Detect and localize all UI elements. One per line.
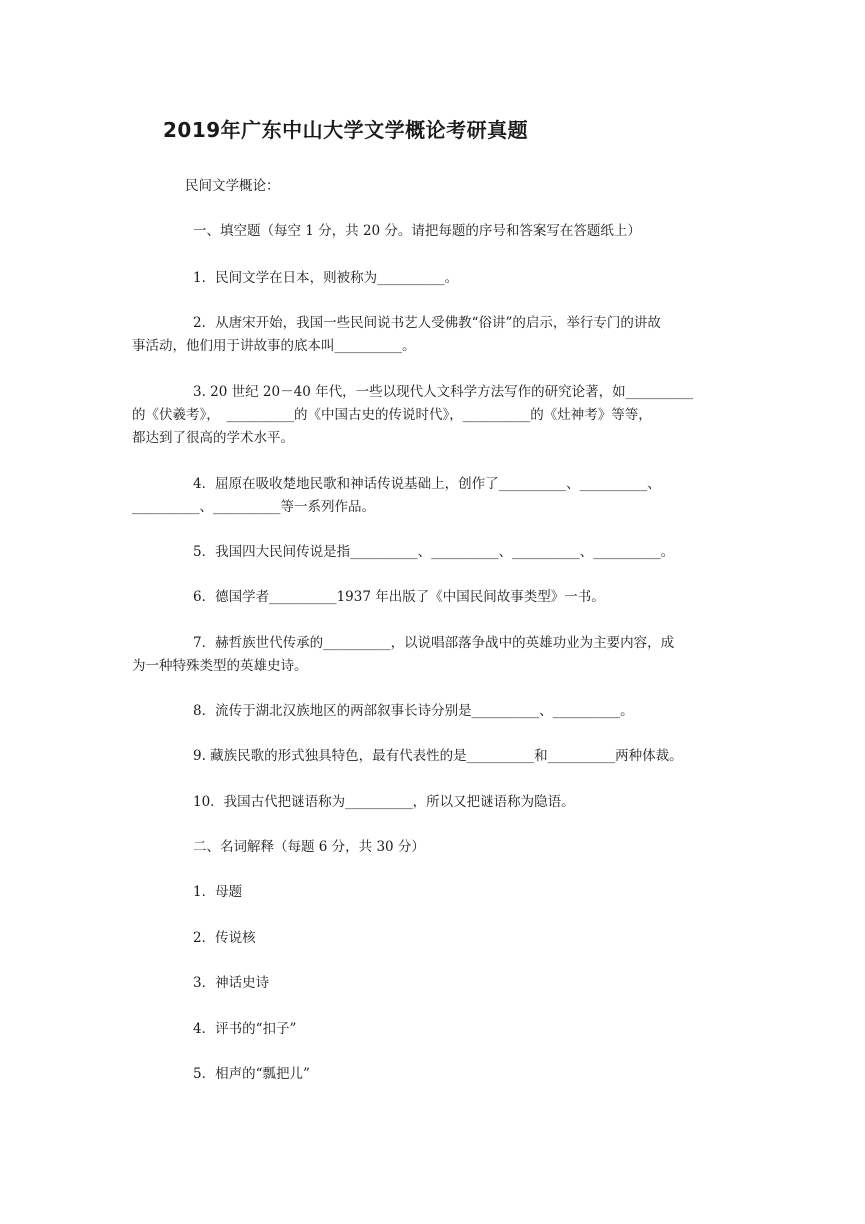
question-8: 8．流传于湖北汉族地区的两部叙事长诗分别是__________、__________。 xyxy=(193,703,634,719)
question-3-line-2: 的《伏羲考》， __________的《中国古史的传说时代》，__________的《灶神考》等等， xyxy=(132,407,652,423)
question-6: 6．德国学者__________1937 年出版了《中国民间故事类型》一书。 xyxy=(193,589,605,605)
term-item: 2．传说核 xyxy=(193,930,256,946)
question-3-line-1: 3. 20 世纪 20－40 年代，一些以现代人文科学方法写作的研究论著，如__________ xyxy=(193,384,694,400)
term-item: 1．母题 xyxy=(193,884,243,900)
term-item: 5．相声的“瓢把儿” xyxy=(193,1066,310,1082)
section-1-heading: 一、填空题（每空 1 分，共 20 分。请把每题的序号和答案写在答题纸上） xyxy=(193,223,641,239)
term-item: 4．评书的“扣子” xyxy=(193,1021,297,1037)
term-item: 3．神话史诗 xyxy=(193,975,270,991)
document-title: 2019年广东中山大学文学概论考研真题 xyxy=(163,118,529,142)
subject-label: 民间文学概论： xyxy=(185,178,280,194)
question-5: 5．我国四大民间传说是指__________、__________、__________、__________。 xyxy=(193,544,675,560)
question-3-line-3: 都达到了很高的学术水平。 xyxy=(132,430,294,446)
question-1: 1．民间文学在日本，则被称为__________。 xyxy=(193,270,459,286)
question-10: 10．我国古代把谜语称为__________，所以又把谜语称为隐语。 xyxy=(193,794,575,810)
question-2-line-1: 2．从唐宋开始，我国一些民间说书艺人受佛教“俗讲”的启示，举行专门的讲故 xyxy=(193,315,661,331)
question-4-line-2: __________、__________等一系列作品。 xyxy=(132,499,375,515)
question-7-line-2: 为一种特殊类型的英雄史诗。 xyxy=(132,658,308,674)
question-2-line-2: 事活动，他们用于讲故事的底本叫__________。 xyxy=(132,338,416,354)
question-4-line-1: 4．屈原在吸收楚地民歌和神话传说基础上，创作了__________、__________、 xyxy=(193,476,661,492)
question-9: 9. 藏族民歌的形式独具特色，最有代表性的是__________和__________两种体裁。 xyxy=(193,748,683,764)
question-7-line-1: 7．赫哲族世代传承的__________，以说唱部落争战中的英雄功业为主要内容，成 xyxy=(193,635,675,651)
section-2-heading: 二、名词解释（每题 6 分，共 30 分） xyxy=(193,839,425,855)
